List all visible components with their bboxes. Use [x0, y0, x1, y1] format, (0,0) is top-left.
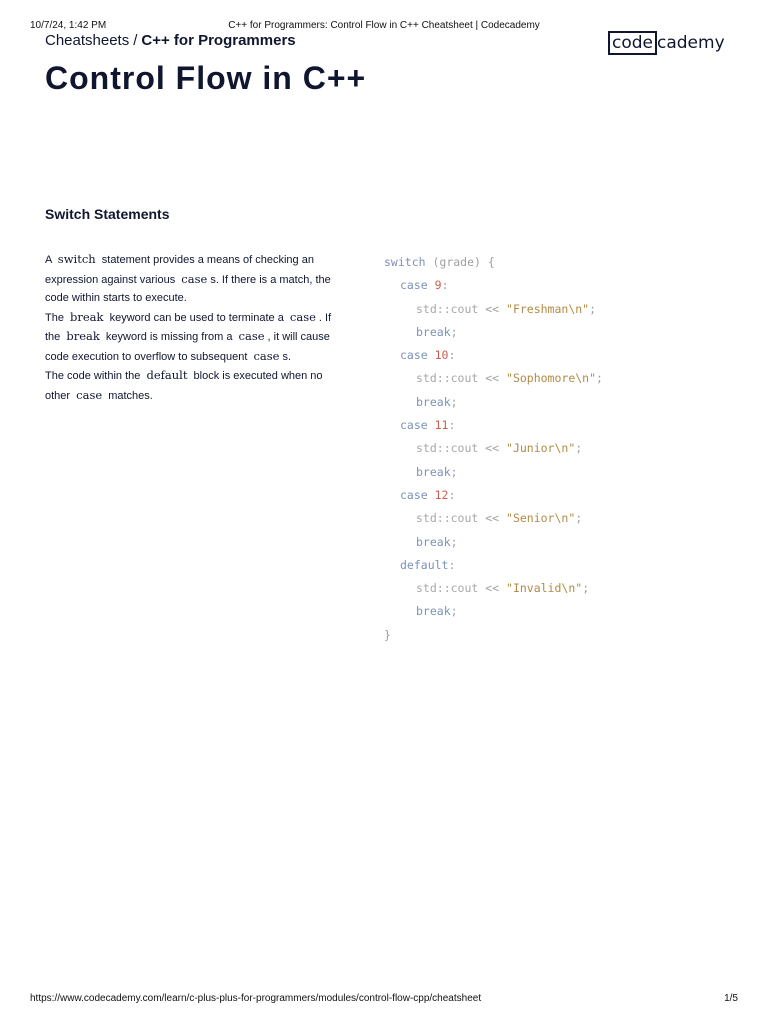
section-description: [45, 250, 335, 405]
code-token: switch: [384, 255, 426, 269]
code-token: :: [448, 487, 456, 502]
code-token: ;: [450, 324, 458, 339]
code-token: break: [416, 604, 451, 619]
breadcrumb-current-link[interactable]: C++ for Programmers: [141, 32, 296, 49]
code-token: case: [400, 278, 435, 293]
section-title: Switch Statements: [45, 206, 170, 222]
description-text: The: [45, 311, 68, 324]
code-line: [384, 509, 603, 532]
description-text: keyword is missing from a: [102, 331, 236, 343]
code-token: ;: [450, 394, 458, 409]
code-token: ;: [575, 511, 583, 526]
code-token: 12: [434, 487, 449, 502]
code-token: 11: [434, 418, 449, 433]
breadcrumb-root-link[interactable]: Cheatsheets: [45, 32, 130, 49]
code-token: break: [416, 534, 451, 549]
description-text: keyword can be used to terminate a: [106, 311, 287, 324]
breadcrumb-separator: /: [133, 32, 138, 49]
code-line: [384, 626, 603, 649]
print-url: https://www.codecademy.com/learn/c-plus-plus-for-programmers/modules/control-flow-cpp/cheatsheet: [30, 993, 482, 1004]
print-document-title: C++ for Programmers: Control Flow in C++ Cheatsheet | Codecademy: [228, 20, 540, 31]
code-token: 9: [434, 278, 442, 293]
description-text: A: [45, 254, 55, 266]
code-token: case: [400, 348, 435, 363]
inline-code-keyword: case: [76, 387, 103, 402]
description-paragraph: [45, 308, 335, 367]
code-token: std::cout: [416, 511, 479, 526]
description-paragraph: [45, 366, 335, 405]
print-footer: [30, 993, 738, 1007]
code-token: <<: [478, 511, 507, 526]
code-token: }: [384, 627, 391, 642]
code-token: :: [448, 418, 456, 433]
inline-code-keyword: break: [66, 329, 100, 343]
code-line: [384, 300, 603, 323]
breadcrumb: [45, 32, 296, 49]
code-line: [384, 346, 603, 369]
inline-code-keyword: switch: [57, 252, 96, 266]
code-token: <<: [478, 371, 507, 386]
description-text: s.: [282, 350, 292, 363]
code-token: :: [441, 278, 449, 293]
code-line: [384, 556, 603, 579]
code-token: "Sophomore\n": [506, 371, 597, 386]
code-token: "Junior\n": [506, 441, 576, 456]
code-token: ;: [589, 301, 597, 316]
code-token: "Freshman\n": [506, 301, 590, 316]
print-datetime: 10/7/24, 1:42 PM: [30, 20, 107, 31]
code-token: <<: [478, 301, 507, 316]
description-text: The code within the: [45, 370, 144, 382]
code-token: break: [416, 464, 451, 479]
code-token: ;: [582, 581, 590, 596]
code-token: default: [400, 557, 449, 572]
description-text: matches.: [105, 389, 153, 402]
description-text: block is executed when no other: [45, 370, 323, 402]
page-title: Control Flow in C++: [45, 60, 367, 96]
code-token: (grade) {: [425, 255, 495, 269]
code-token: :: [448, 557, 456, 572]
code-token: ;: [450, 604, 458, 619]
code-token: ;: [450, 534, 458, 549]
code-line: [384, 463, 603, 486]
description-text: s. If there is a match, the code within starts to execute.: [45, 273, 331, 304]
code-token: <<: [478, 441, 507, 456]
inline-code-keyword: case: [181, 271, 208, 286]
description-text: . If the: [45, 311, 332, 343]
code-token: break: [416, 394, 451, 409]
code-token: ;: [596, 371, 603, 386]
code-token: break: [416, 324, 451, 339]
code-token: "Senior\n": [506, 511, 576, 526]
code-line: [384, 416, 603, 439]
code-line: [384, 323, 603, 346]
code-line: [384, 369, 603, 392]
inline-code-keyword: case: [238, 329, 265, 343]
code-token: case: [400, 418, 435, 433]
code-line: [384, 439, 603, 462]
description-paragraph: [45, 250, 335, 308]
code-token: <<: [478, 581, 507, 596]
code-line: [384, 533, 603, 556]
inline-code-keyword: case: [253, 348, 280, 363]
inline-code-keyword: case: [289, 309, 316, 324]
code-line: [384, 486, 603, 509]
code-token: std::cout: [416, 441, 479, 456]
description-text: , it will cause code execution to overflow to subsequent: [45, 331, 330, 363]
code-line: [384, 579, 603, 602]
code-block: [384, 253, 603, 649]
codecademy-logo[interactable]: [608, 31, 725, 55]
code-token: case: [400, 487, 435, 502]
code-token: :: [448, 348, 456, 363]
code-line: [384, 602, 603, 625]
code-line: [384, 276, 603, 299]
print-page-number: 1/5: [724, 993, 738, 1004]
code-token: std::cout: [416, 371, 479, 386]
logo-boxed-text: code: [608, 31, 657, 55]
code-token: ;: [450, 464, 458, 479]
logo-rest-text: cademy: [657, 33, 725, 53]
inline-code-keyword: default: [146, 368, 188, 382]
code-token: std::cout: [416, 581, 479, 596]
inline-code-keyword: break: [70, 309, 104, 324]
code-token: 10: [434, 348, 449, 363]
code-token: "Invalid\n": [506, 581, 583, 596]
code-line: [384, 393, 603, 416]
description-text: statement provides a means of checking an expression against various: [45, 254, 314, 286]
code-token: ;: [575, 441, 583, 456]
code-token: std::cout: [416, 301, 479, 316]
code-line: [384, 253, 603, 276]
